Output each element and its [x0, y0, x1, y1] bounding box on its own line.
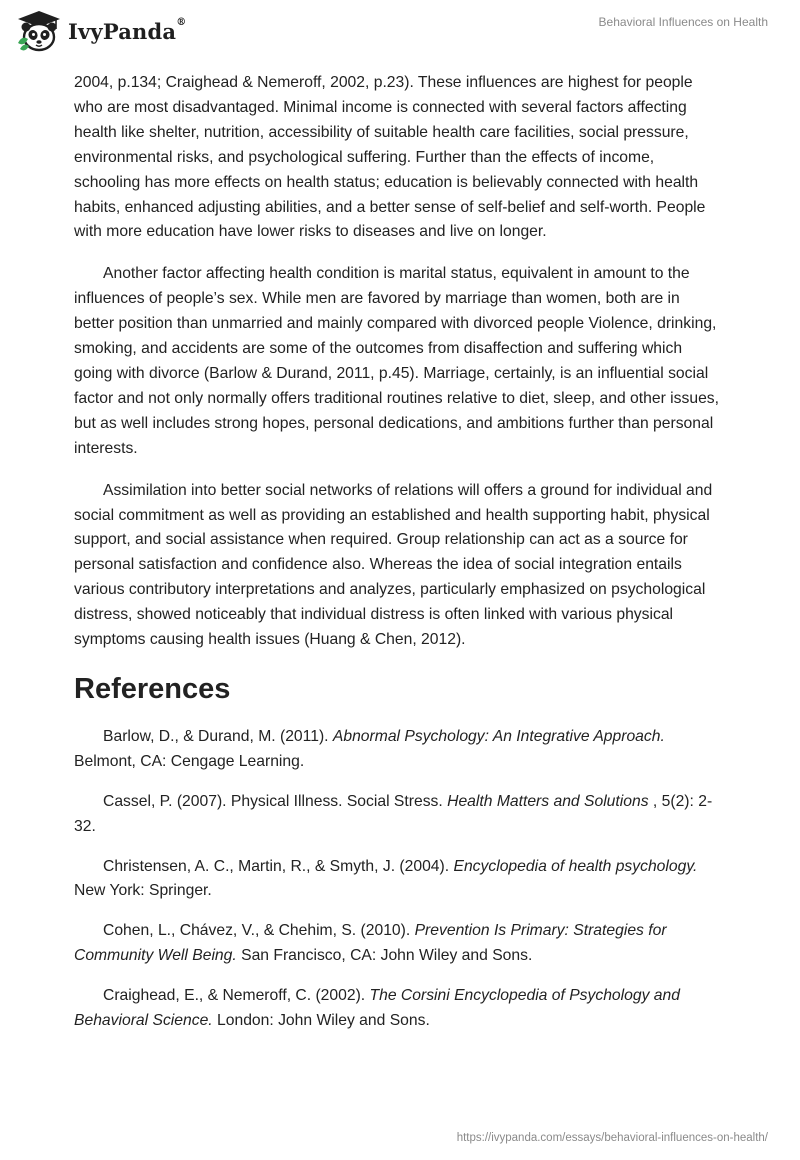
body-paragraph: Another factor affecting health condition is marital status, equivalent in amount to the influences of people’s sex. While men are favored by marriage than women, both are in better position than unmarried and mainly compared with divorced people Violence, drinking, smoking, and accidents are some of the outcomes from disaffection and suffering which going with divorce (Barlow & Durand, 2011, p.45). Marriage, certainly, is an influential social factor and not only normally offers traditional routines relative to diet, sleep, and other issues, but as well includes strong hopes, personal dedications, and ambitions further than personal interests. — [74, 265, 719, 457]
registered-mark: ® — [176, 16, 187, 28]
reference-title: Abnormal Psychology: An Integrative Approach. — [332, 727, 665, 745]
body-paragraph: Assimilation into better social networks of relations will offers a ground for individual and social commitment as well as providing an established and health supporting habit, physical support, and social assistance when required. Group relationship can act as a source for personal satisfaction and confidence also. Whereas the idea of social integration entails various contributory interpretations and analyzes, particularly emphasized on psychological distress, showed noticeably that individual distress is often linked with various physical symptoms causing health issues (Huang & Chen, 2012). — [74, 481, 713, 649]
source-url-link[interactable]: https://ivypanda.com/essays/behavioral-influences-on-health/ — [456, 1132, 768, 1144]
ivypanda-logo[interactable] — [16, 8, 186, 54]
logo-text: IvyPanda® — [68, 16, 187, 44]
reference-title: Encyclopedia of health psychology. — [453, 857, 698, 875]
reference-item: Cohen, L., Chávez, V., & Chehim, S. (2010). Prevention Is Primary: Strategies for Community Well Being. San Francisco, CA: John Wiley and Sons. — [74, 922, 667, 965]
reference-item: Christensen, A. C., Martin, R., & Smyth, J. (2004). Encyclopedia of health psychology. New York: Springer. — [74, 857, 698, 900]
page-header — [0, 0, 800, 66]
references-heading: References — [74, 672, 231, 705]
reference-item: Craighead, E., & Nemeroff, C. (2002). The Corsini Encyclopedia of Psychology and Behavioral Science. London: John Wiley and Sons. — [74, 987, 680, 1030]
body-paragraph: 2004, p.134; Craighead & Nemeroff, 2002, p.23). These influences are highest for people who are most disadvantaged. Minimal income is connected with several factors affecting health like shelter, nutrition, accessibility of suitable health care facilities, social pressure, environmental risks, and psychological suffering. Further than the effects of income, schooling has more effects on health status; education is believably connected with health habits, enhanced adjusting abilities, and a better sense of self-belief and self-worth. People with more education have lower risks to diseases and live on longer. — [74, 74, 706, 241]
reference-item: Barlow, D., & Durand, M. (2011). Abnormal Psychology: An Integrative Approach. Belmont, CA: Cengage Learning. — [74, 727, 665, 770]
reference-title: The Corsini Encyclopedia of Psychology and Behavioral Science. — [74, 987, 680, 1030]
reference-title: Health Matters and Solutions — [447, 792, 649, 810]
panda-graduation-icon — [16, 9, 62, 53]
essay-content — [74, 71, 724, 1049]
reference-item: Cassel, P. (2007). Physical Illness. Social Stress. Health Matters and Solutions , 5(2): 2-32. — [74, 792, 713, 835]
reference-title: Prevention Is Primary: Strategies for Community Well Being. — [74, 922, 667, 965]
document-title: Behavioral Influences on Health — [598, 15, 768, 29]
